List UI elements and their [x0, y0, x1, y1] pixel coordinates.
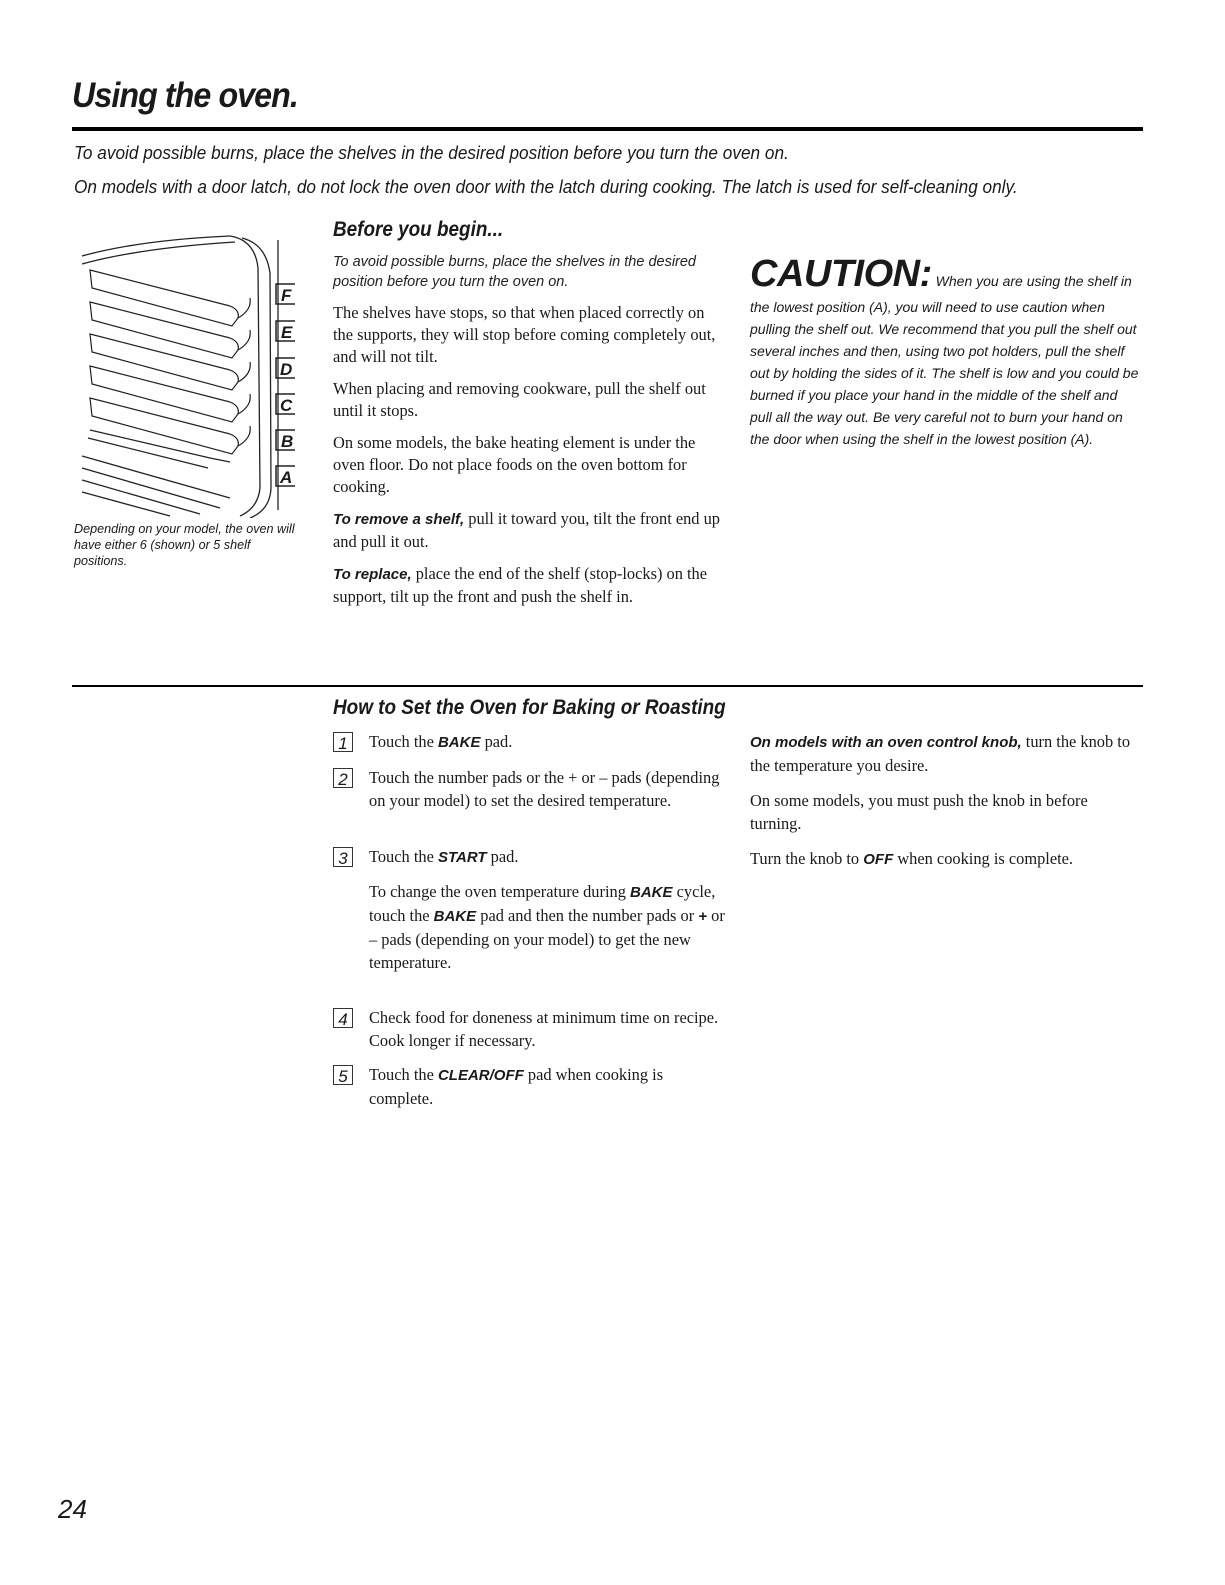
intro-line-1: To avoid possible burns, place the shelves in the desired position before you turn the oven on.	[74, 142, 789, 163]
knob-paragraph-1	[750, 730, 1140, 777]
step-5-text: Touch the	[369, 1065, 438, 1084]
caution-text: When you are using the shelf in the lowest position (A), you will need to use caution when pulling the shelf out. We recommend that you pull the shelf out several inches and then, using two pot holders, pull the shelf out by holding the sides of it. The shelf is low and you could be burned if you place your hand in the middle of the shelf and pull all the way out. Be very careful not to burn your hand on the door when using the shelf in the lowest position (A).	[750, 273, 1139, 447]
step-3	[333, 845, 728, 869]
step-3-suffix: pad.	[486, 847, 519, 866]
shelf-position-b: B	[281, 432, 294, 451]
oven-shelves-drawing	[80, 218, 295, 518]
shelf-position-a: A	[280, 468, 293, 487]
bake-pad-label: BAKE	[437, 734, 481, 751]
change-temp-text-1: To change the oven temperature during	[369, 882, 631, 901]
step-2-text: Touch the number pads or the + or – pads (depending on your model) to set the desired temperature.	[369, 768, 720, 810]
change-temp-text-3: pad and then the number pads or	[476, 906, 699, 925]
step-4-text: Check food for doneness at minimum time on recipe. Cook longer if necessary.	[369, 1008, 719, 1050]
step-3-text: Touch the	[369, 847, 438, 866]
shelf-stops-paragraph: The shelves have stops, so that when placed correctly on the supports, they will stop before coming completely out, and will not tilt.	[333, 303, 716, 366]
replace-shelf-label: To replace,	[333, 566, 412, 583]
control-knob-instructions	[750, 730, 1140, 883]
page-title: Using the oven.	[72, 76, 298, 115]
start-pad-label: START	[437, 849, 487, 866]
shelf-position-e: E	[281, 323, 293, 342]
caution-heading: CAUTION:	[750, 253, 932, 295]
bake-pad-label-2: BAKE	[433, 908, 477, 925]
knob-off-post: when cooking is complete.	[893, 849, 1074, 868]
knob-paragraph-3	[750, 847, 1140, 871]
change-temp-text-4: or – pads (depending on your model) to get the new temperature.	[369, 906, 725, 972]
step-4	[333, 1006, 728, 1052]
clear-off-pad-label: CLEAR/OFF	[437, 1067, 524, 1084]
step-2	[333, 766, 728, 812]
oven-shelves-illustration	[80, 218, 295, 523]
title-rule	[72, 127, 1143, 131]
before-you-begin-body	[333, 252, 723, 618]
step-1	[333, 730, 728, 754]
step-number-4: 4	[333, 1008, 353, 1028]
knob-text: turn the knob to the temperature you desire.	[750, 732, 1131, 775]
off-label: OFF	[863, 851, 894, 868]
step-5-suffix: pad when cooking is complete.	[369, 1065, 664, 1108]
intro-line-2: On models with a door latch, do not lock the oven door with the latch during cooking. The latch is used for self-cleaning only.	[74, 176, 1018, 197]
section-divider	[72, 685, 1143, 687]
before-you-begin-heading: Before you begin...	[333, 218, 504, 241]
bake-element-paragraph: On some models, the bake heating element is under the oven floor. Do not place foods on the oven bottom for cooking.	[333, 433, 696, 496]
figure-caption: Depending on your model, the oven will have either 6 (shown) or 5 shelf positions.	[74, 522, 295, 568]
knob-label: On models with an oven control knob,	[750, 734, 1022, 751]
knob-paragraph-2: On some models, you must push the knob in before turning.	[750, 791, 1088, 833]
baking-heading: How to Set the Oven for Baking or Roasting	[333, 696, 726, 719]
step-1-suffix: pad.	[480, 732, 513, 751]
page-number: 24	[58, 1494, 87, 1524]
remove-shelf-paragraph	[333, 508, 723, 553]
shelf-position-c: C	[280, 396, 293, 415]
knob-off-pre: Turn the knob to	[750, 849, 864, 868]
replace-shelf-paragraph	[333, 563, 723, 608]
step-number-1: 1	[333, 732, 353, 752]
replace-shelf-text: place the end of the shelf (stop-locks) on the support, tilt up the front and push the shelf in.	[333, 564, 708, 606]
remove-shelf-label: To remove a shelf,	[333, 511, 465, 528]
shelf-position-d: D	[280, 360, 293, 379]
caution-block	[750, 253, 1140, 450]
plus-pad-label: +	[698, 908, 708, 925]
step-number-2: 2	[333, 768, 353, 788]
change-temperature-note	[333, 880, 728, 974]
step-number-5: 5	[333, 1065, 353, 1085]
change-temp-text-2: cycle, touch the	[369, 882, 716, 925]
step-number-3: 3	[333, 847, 353, 867]
shelves-warning: To avoid possible burns, place the shelves in the desired position before you turn the oven on.	[333, 254, 696, 290]
shelf-position-f: F	[281, 286, 292, 305]
step-1-text: Touch the	[369, 732, 438, 751]
bake-cycle-label: BAKE	[630, 884, 673, 901]
cookware-paragraph: When placing and removing cookware, pull the shelf out until it stops.	[333, 379, 706, 420]
remove-shelf-text: pull it toward you, tilt the front end up and pull it out.	[333, 509, 720, 551]
step-5	[333, 1063, 728, 1110]
